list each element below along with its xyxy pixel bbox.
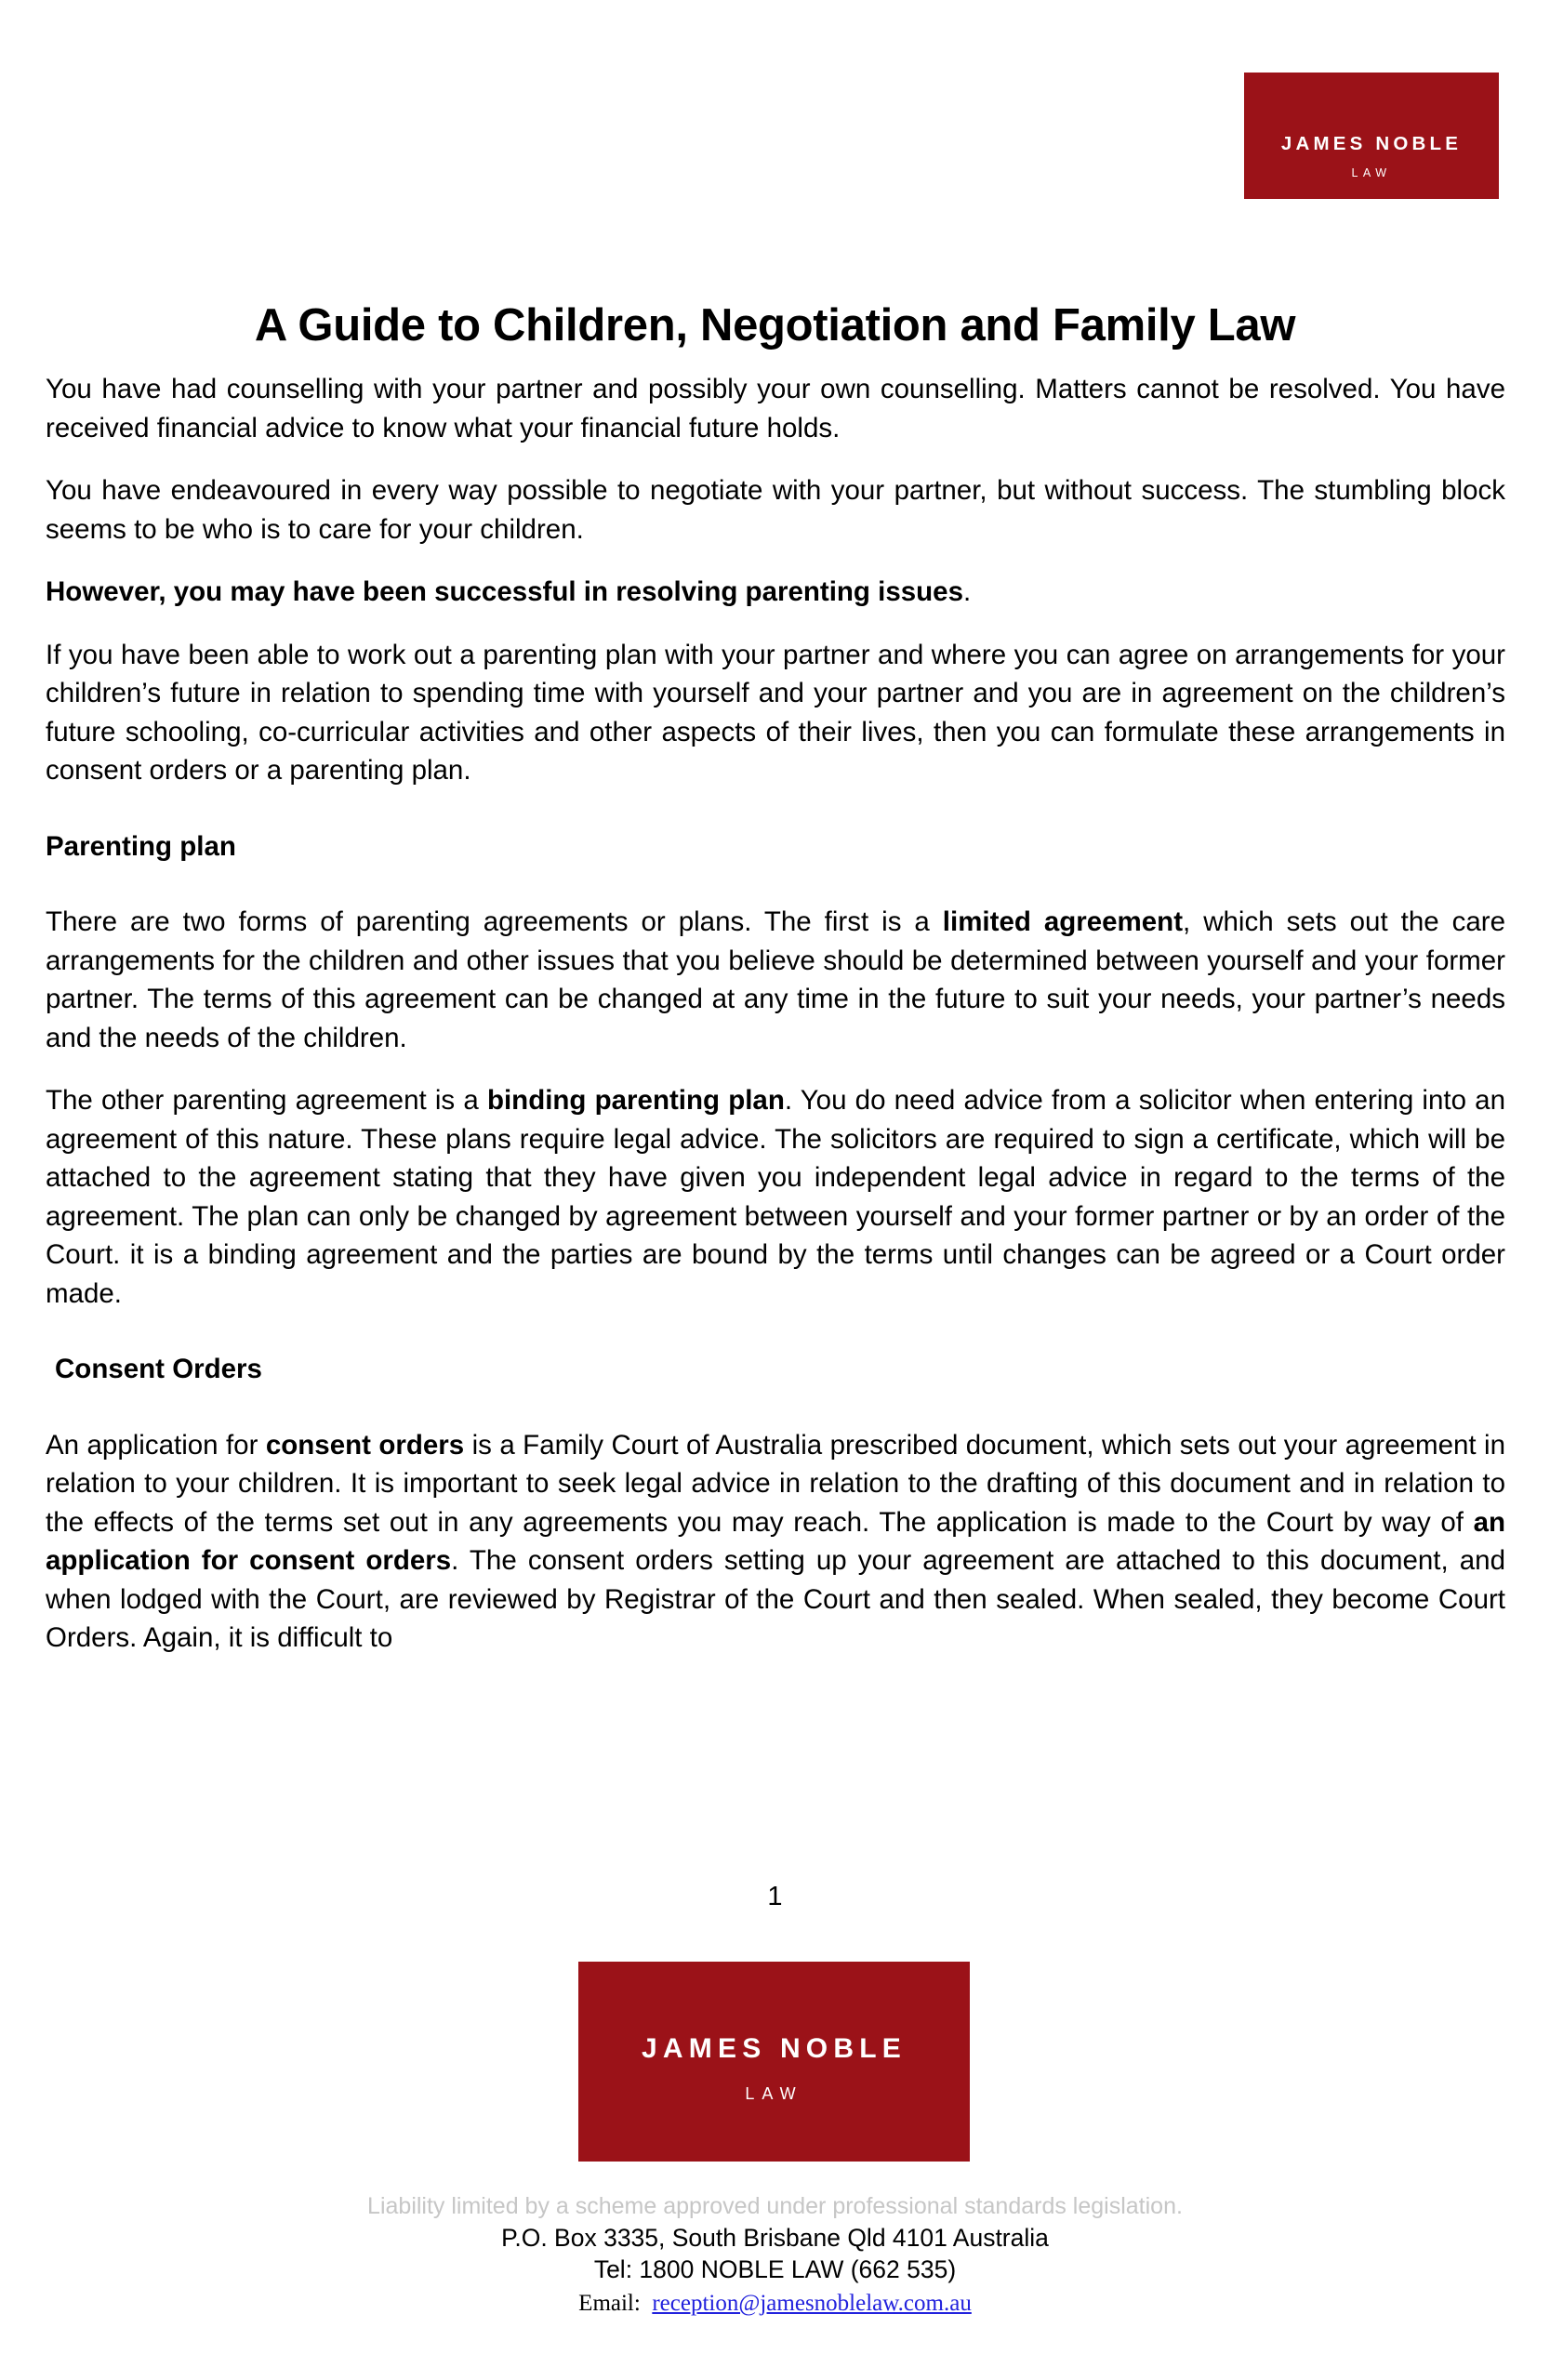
emphasis-consent-orders: consent orders — [265, 1429, 465, 1461]
footer-brand-logo — [578, 1962, 970, 2162]
paragraph-text: . — [962, 576, 972, 607]
paragraph-text: is a Family Court of Australia prescribed document, which sets out your agreement in relation to your children. It is important to seek legal advice in relation to the drafting of this document and in relation to the effects of the terms set out in any agreements you may reach. The application is made to the Court by way of — [46, 1429, 1505, 1538]
paragraph-intro-counselling — [46, 370, 1505, 447]
emphasis-binding-parenting-plan: binding parenting plan — [486, 1085, 785, 1116]
page-number: 1 — [767, 1882, 783, 1911]
paragraph-text: If you have been able to work out a parenting plan with your partner and where you can agree on arrangements for your children’s future in relation to spending time with yourself and your partner and you are in agreement on the children’s future schooling, co-curricular activities and other aspects of their lives, then you can formulate these arrangements in consent orders or a parenting plan. — [46, 639, 1505, 786]
liability-disclaimer: Liability limited by a scheme approved under professional standards legislation. — [367, 2193, 1183, 2219]
paragraph-parenting-plan-agreement — [46, 636, 1505, 790]
paragraph-text: There are two forms of parenting agreements or plans. The first is a — [46, 906, 943, 937]
email-label: Email: — [578, 2291, 641, 2316]
telephone-number: Tel: 1800 NOBLE LAW (662 535) — [593, 2255, 957, 2283]
paragraph-text: . The consent orders setting up your agreement are attached to this document, and when lodged with the Court, are reviewed by Registrar of the Court and then sealed. When sealed, they become Court Orders. Again, it is difficult to — [46, 1545, 1505, 1653]
brand-name-primary: JAMES NOBLE — [642, 2032, 907, 2064]
paragraph-text: You have had counselling with your partner and possibly your own counselling. Matters cannot be resolved. You have received financial advice to know what your financial future holds. — [46, 374, 1505, 443]
section-spacer — [46, 890, 1505, 903]
email-link[interactable]: reception@jamesnoblelaw.com.au — [652, 2291, 972, 2316]
paragraph-binding-parenting-plan — [46, 1081, 1505, 1313]
paragraph-text: . You do need advice from a solicitor when entering into an agreement of this nature. These plans require legal advice. The solicitors are required to sign a certificate, which will be attached to the agreement stating that they have given you independent legal advice in regard to the terms of the agreement. The plan can only be changed by agreement between yourself and your former partner or by an order of the Court. it is a binding agreement and the parties are bound by the terms until changes can be agreed or a Court order made. — [46, 1085, 1505, 1309]
email-line — [0, 2287, 1550, 2320]
emphasis-limited-agreement: limited agreement — [942, 906, 1184, 937]
heading-parenting-plan: Parenting plan — [46, 830, 236, 862]
paragraph-text: , which sets out the care arrangements for the children and other issues that you believe should be determined between yourself and your former partner. The terms of this agreement can be changed at any time in the future to suit your needs, your partner’s needs and the needs of the children. — [46, 906, 1505, 1053]
brand-name-secondary: LAW — [1351, 165, 1392, 179]
emphasis-application-for-consent-orders: an application for consent orders — [46, 1506, 1505, 1576]
paragraph-limited-agreement — [46, 903, 1505, 1057]
paragraph-negotiation-attempt — [46, 471, 1505, 549]
paragraph-resolving-parenting-issues — [46, 573, 1505, 612]
footer-contact-block — [0, 2190, 1550, 2320]
emphasis-resolving-parenting-issues: However, you may have been successful in resolving parenting issues — [46, 576, 963, 607]
paragraph-text: The other parenting agreement is a — [46, 1085, 487, 1116]
brand-name-primary: JAMES NOBLE — [1280, 133, 1463, 154]
section-spacer — [46, 1337, 1505, 1350]
paragraph-consent-orders-application — [46, 1426, 1505, 1658]
section-spacer — [46, 814, 1505, 827]
postal-address: P.O. Box 3335, South Brisbane Qld 4101 Australia — [501, 2224, 1049, 2252]
header-brand-logo — [1244, 73, 1499, 199]
brand-name-secondary: LAW — [745, 2083, 803, 2103]
section-spacer — [46, 1413, 1505, 1426]
page-title: A Guide to Children, Negotiation and Family Law — [254, 299, 1296, 350]
paragraph-text: You have endeavoured in every way possible to negotiate with your partner, but without success. The stumbling block seems to be who is to care for your children. — [46, 475, 1505, 545]
heading-consent-orders: Consent Orders — [55, 1354, 262, 1384]
paragraph-text: An application for — [46, 1429, 266, 1461]
document-body — [46, 370, 1505, 1658]
